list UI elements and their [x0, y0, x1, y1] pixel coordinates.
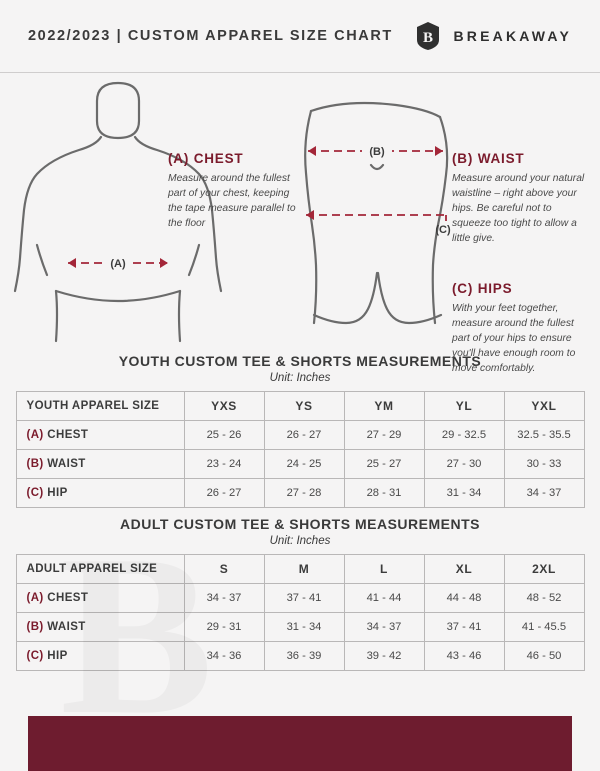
table-row	[16, 450, 584, 479]
table-row	[16, 613, 584, 642]
cell: 41 - 45.5	[504, 613, 584, 642]
youth-col-2: YM	[344, 392, 424, 421]
youth-row-label-waist	[16, 450, 184, 479]
callout-hips-body: With your feet together, measure around the fullest part of your hips to ensure you'll have enough room to move comfortably.	[452, 303, 576, 374]
callout-chest	[168, 151, 298, 232]
cell: 34 - 37	[504, 479, 584, 508]
youth-section-title: YOUTH CUSTOM TEE & SHORTS MEASUREMENTS	[118, 353, 482, 369]
label-text: CHEST	[47, 592, 89, 604]
adult-row-header: ADULT APPAREL SIZE	[16, 555, 184, 584]
cell: 24 - 25	[264, 450, 344, 479]
callout-chest-title: (A) CHEST	[168, 151, 244, 166]
adult-row-label-waist	[16, 613, 184, 642]
adult-col-4: 2XL	[504, 555, 584, 584]
brand-lockup	[415, 21, 572, 51]
brand-name: BREAKAWAY	[453, 28, 572, 44]
youth-row-label-chest	[16, 421, 184, 450]
callout-chest-body: Measure around the fullest part of your chest, keeping the tape measure parallel to the floor	[168, 173, 296, 229]
cell: 48 - 52	[504, 584, 584, 613]
cell: 26 - 27	[264, 421, 344, 450]
youth-section-unit: Unit: Inches	[269, 372, 331, 384]
label-letter: (B)	[26, 458, 44, 470]
cell: 31 - 34	[424, 479, 504, 508]
adult-col-3: XL	[424, 555, 504, 584]
svg-text:(B): (B)	[369, 146, 385, 158]
label-letter: (B)	[26, 621, 44, 633]
youth-row-label-hip	[16, 479, 184, 508]
adult-row-label-hip	[16, 642, 184, 671]
cell: 25 - 27	[344, 450, 424, 479]
label-letter: (C)	[26, 487, 44, 499]
label-text: WAIST	[47, 458, 86, 470]
youth-size-table	[16, 391, 585, 508]
label-letter: (C)	[26, 650, 44, 662]
table-row	[16, 479, 584, 508]
table-row	[16, 421, 584, 450]
svg-text:B: B	[423, 30, 434, 46]
youth-col-0: YXS	[184, 392, 264, 421]
cell: 44 - 48	[424, 584, 504, 613]
youth-col-3: YL	[424, 392, 504, 421]
callout-waist-title: (B) WAIST	[452, 151, 525, 166]
svg-text:(C): (C)	[435, 224, 451, 236]
footer-bar	[28, 716, 572, 771]
label-text: WAIST	[47, 621, 86, 633]
cell: 34 - 37	[344, 613, 424, 642]
adult-size-table	[16, 554, 585, 671]
label-text: CHEST	[47, 429, 89, 441]
cell: 27 - 28	[264, 479, 344, 508]
youth-col-4: YXL	[504, 392, 584, 421]
adult-col-1: M	[264, 555, 344, 584]
cell: 43 - 46	[424, 642, 504, 671]
youth-row-header: YOUTH APPAREL SIZE	[16, 392, 184, 421]
cell: 23 - 24	[184, 450, 264, 479]
table-row	[16, 642, 584, 671]
cell: 26 - 27	[184, 479, 264, 508]
callout-hips	[452, 281, 592, 377]
cell: 27 - 29	[344, 421, 424, 450]
adult-col-2: L	[344, 555, 424, 584]
callout-waist-body: Measure around your natural waistline – right above your hips. Be careful not to squeeze too tight to allow a little give.	[452, 173, 585, 244]
cell: 31 - 34	[264, 613, 344, 642]
cell: 39 - 42	[344, 642, 424, 671]
cell: 29 - 32.5	[424, 421, 504, 450]
youth-col-1: YS	[264, 392, 344, 421]
adult-col-0: S	[184, 555, 264, 584]
cell: 30 - 33	[504, 450, 584, 479]
cell: 25 - 26	[184, 421, 264, 450]
callout-hips-title: (C) HIPS	[452, 281, 513, 296]
page-title: 2022/2023 | CUSTOM APPAREL SIZE CHART	[28, 28, 393, 44]
cell: 34 - 37	[184, 584, 264, 613]
svg-text:(A): (A)	[110, 258, 126, 270]
label-letter: (A)	[26, 592, 44, 604]
cell: 34 - 36	[184, 642, 264, 671]
table-header-row	[16, 555, 584, 584]
cell: 27 - 30	[424, 450, 504, 479]
cell: 37 - 41	[264, 584, 344, 613]
cell: 36 - 39	[264, 642, 344, 671]
adult-section-unit: Unit: Inches	[269, 535, 331, 547]
label-letter: (A)	[26, 429, 44, 441]
table-row	[16, 584, 584, 613]
table-header-row	[16, 392, 584, 421]
cell: 29 - 31	[184, 613, 264, 642]
label-text: HIP	[47, 487, 68, 499]
cell: 46 - 50	[504, 642, 584, 671]
callout-waist	[452, 151, 588, 247]
cell: 41 - 44	[344, 584, 424, 613]
adult-section-title: ADULT CUSTOM TEE & SHORTS MEASUREMENTS	[120, 516, 480, 532]
cell: 37 - 41	[424, 613, 504, 642]
label-text: HIP	[47, 650, 68, 662]
breakaway-logo-icon	[415, 21, 441, 51]
adult-row-label-chest	[16, 584, 184, 613]
cell: 28 - 31	[344, 479, 424, 508]
page-header	[0, 0, 600, 72]
cell: 32.5 - 35.5	[504, 421, 584, 450]
